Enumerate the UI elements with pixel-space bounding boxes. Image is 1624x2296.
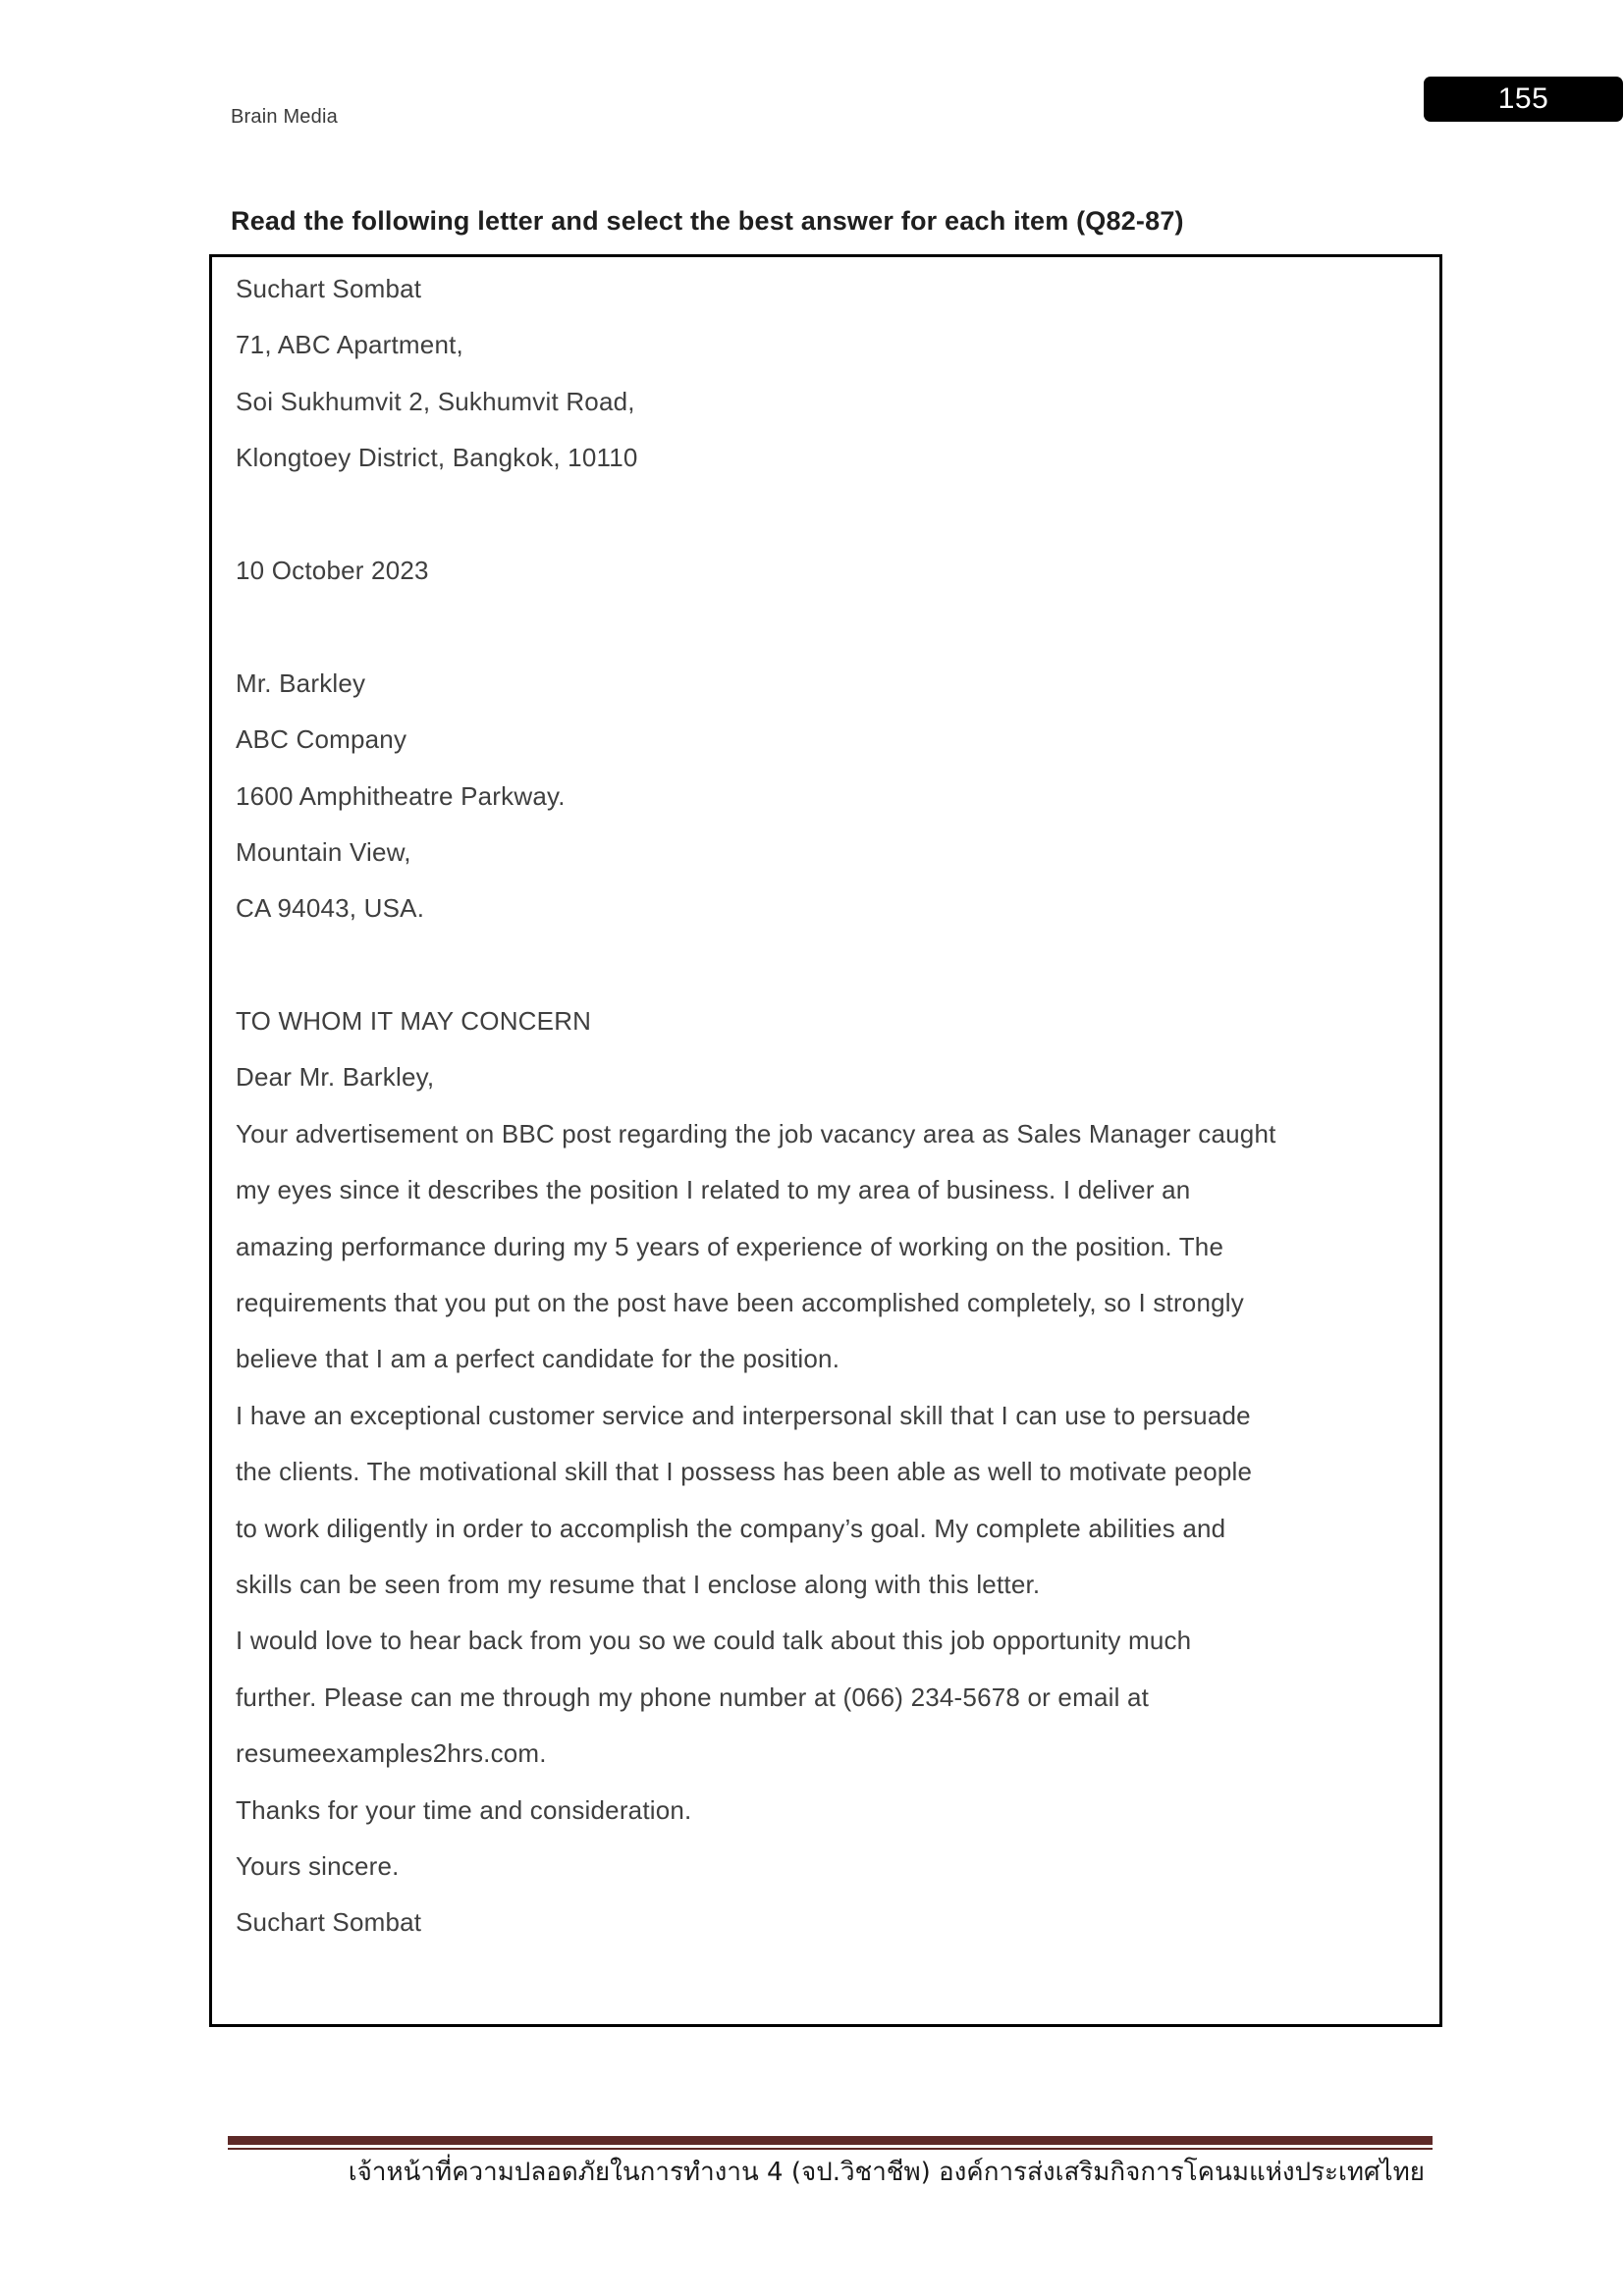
letter-line: I have an exceptional customer service and interpersonal skill that I can use to persuade [236,1400,1251,1430]
letter-line: Thanks for your time and consideration. [236,1794,692,1825]
letter-line: Mr. Barkley [236,667,366,698]
page-number: 155 [1497,82,1549,115]
letter-line: my eyes since it describes the position I related to my area of business. I deliver an [236,1175,1191,1205]
letter-line: 10 October 2023 [236,555,429,585]
letter-line: Klongtoey District, Bangkok, 10110 [236,443,638,473]
letter-line: amazing performance during my 5 years of experience of working on the position. The [236,1231,1224,1261]
letter-line: to work diligently in order to accomplish the company’s goal. My complete abilities and [236,1513,1226,1543]
letter-line: Suchart Sombat [236,274,422,303]
letter-line: 71, ABC Apartment, [236,330,463,360]
letter-line: TO WHOM IT MAY CONCERN [236,1006,592,1037]
letter-line: Suchart Sombat [236,1907,422,1938]
letter-line: Soi Sukhumvit 2, Sukhumvit Road, [236,386,635,416]
letter-line: Mountain View, [236,836,411,867]
footer-rule-thin-bar [228,2148,1433,2150]
letter-line: CA 94043, USA. [236,893,425,924]
letter-line: skills can be seen from my resume that I enclose along with this letter. [236,1569,1041,1599]
brand-label: Brain Media [231,106,338,128]
letter-line: Your advertisement on BBC post regarding the job vacancy area as Sales Manager caught [236,1118,1276,1148]
footer-rule [228,2136,1433,2150]
letter-line: believe that I am a perfect candidate for the position. [236,1344,840,1374]
letter-line: Yours sincere. [236,1850,400,1881]
letter-line: I would love to hear back from you so we could talk about this job opportunity much [236,1626,1192,1656]
footer-rule-thick-bar [228,2136,1433,2145]
letter-box [209,254,1442,2027]
letter-line: resumeexamples2hrs.com. [236,1738,547,1769]
letter-line: further. Please can me through my phone number at (066) 234-5678 or email at [236,1682,1150,1712]
footer-caption: เจ้าหน้าที่ความปลอดภัยในการทำงาน 4 (จป.วิชาชีพ) องค์การส่งเสริมกิจการโคนมแห่งประเทศไทย [348,2158,1425,2187]
page-number-box [1424,77,1623,122]
letter-line: Dear Mr. Barkley, [236,1062,435,1093]
letter-line: 1600 Amphitheatre Parkway. [236,780,566,811]
letter-line [236,937,1416,993]
letter-line: the clients. The motivational skill that I possess has been able as well to motivate people [236,1457,1253,1487]
letter-line [236,487,1416,543]
letter-line [236,599,1416,655]
instruction-title: Read the following letter and select the best answer for each item (Q82-87) [231,206,1184,236]
letter-line: ABC Company [236,724,407,755]
letter-line: requirements that you put on the post have been accomplished completely, so I strongly [236,1288,1244,1318]
